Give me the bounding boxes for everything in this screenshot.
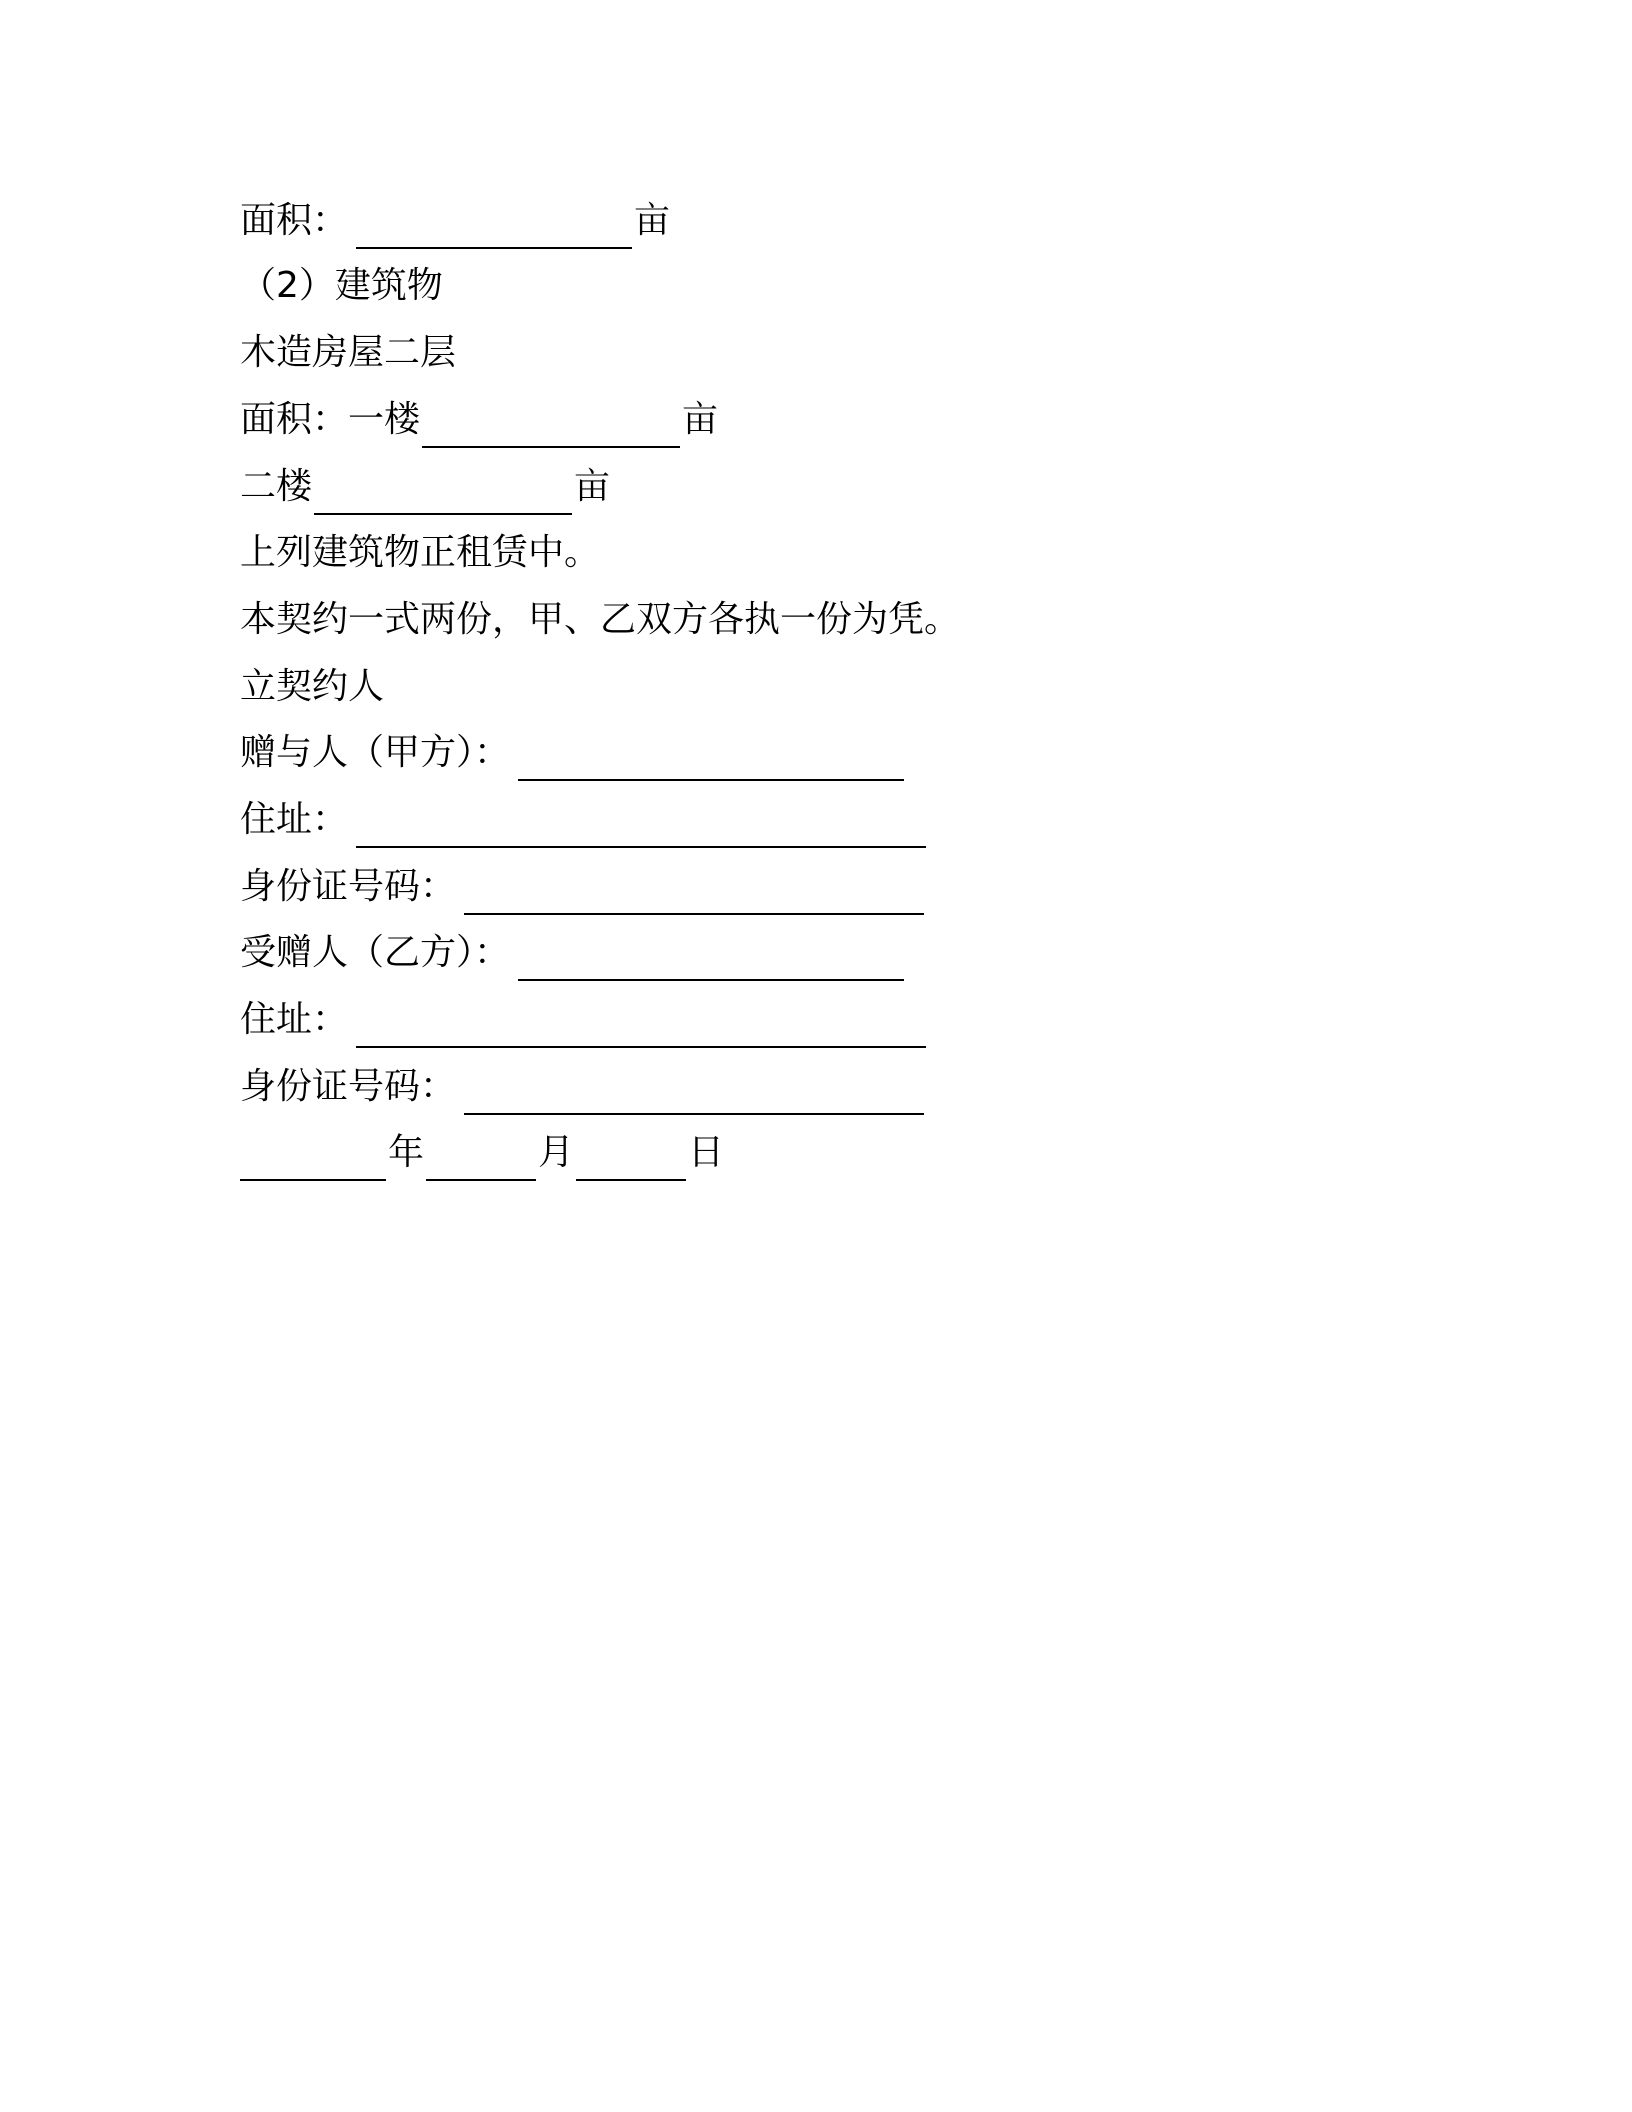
- lease-status-line: [240, 525, 600, 575]
- donee-line: [240, 925, 906, 975]
- second-floor-area-label: 二楼: [240, 466, 313, 507]
- donee-address-blank[interactable]: [356, 1004, 926, 1048]
- land-area-blank[interactable]: [356, 205, 632, 249]
- day-label: 日: [688, 1132, 725, 1173]
- donee-id-label: 身份证号码：: [240, 1066, 457, 1107]
- donor-line: [240, 725, 906, 775]
- month-label: 月: [538, 1132, 575, 1173]
- donee-address-line: [240, 992, 928, 1042]
- first-floor-area-label: 面积：一楼: [240, 399, 421, 440]
- donor-name-blank[interactable]: [518, 737, 904, 781]
- donee-name-blank[interactable]: [518, 937, 904, 981]
- second-floor-area-line: [240, 459, 610, 509]
- lease-status-text: 上列建筑物正租赁中。: [240, 532, 601, 573]
- donee-id-line: [240, 1059, 926, 1109]
- land-area-label: 面积：: [240, 200, 349, 241]
- donor-address-line: [240, 792, 928, 842]
- year-blank[interactable]: [240, 1137, 386, 1181]
- donee-id-blank[interactable]: [464, 1071, 924, 1115]
- first-floor-area-blank[interactable]: [422, 404, 680, 448]
- buildings-heading-line: [240, 258, 443, 308]
- donor-address-blank[interactable]: [356, 804, 926, 848]
- donor-id-line: [240, 859, 926, 909]
- month-blank[interactable]: [426, 1137, 536, 1181]
- copies-clause-text: 本契约一式两份，甲、乙双方各执一份为凭。: [240, 599, 961, 640]
- donor-address-label: 住址：: [240, 799, 349, 840]
- year-label: 年: [388, 1132, 425, 1173]
- donee-address-label: 住址：: [240, 999, 349, 1040]
- donee-label: 受赠人（乙方）：: [240, 932, 511, 973]
- buildings-heading: （2）建筑物: [240, 265, 443, 306]
- land-area-line: [240, 193, 670, 243]
- first-floor-area-unit: 亩: [682, 399, 719, 440]
- building-type: 木造房屋二层: [240, 332, 457, 373]
- day-blank[interactable]: [576, 1137, 686, 1181]
- donor-label: 赠与人（甲方）：: [240, 732, 511, 773]
- copies-clause-line: [240, 592, 960, 642]
- signatories-heading: 立契约人: [240, 666, 385, 707]
- first-floor-area-line: [240, 392, 718, 442]
- date-line: [240, 1125, 724, 1175]
- signatories-heading-line: [240, 659, 384, 709]
- second-floor-area-blank[interactable]: [314, 471, 572, 515]
- land-area-unit: 亩: [634, 200, 671, 241]
- building-type-line: [240, 325, 456, 375]
- donor-id-label: 身份证号码：: [240, 866, 457, 907]
- donor-id-blank[interactable]: [464, 871, 924, 915]
- second-floor-area-unit: 亩: [574, 466, 611, 507]
